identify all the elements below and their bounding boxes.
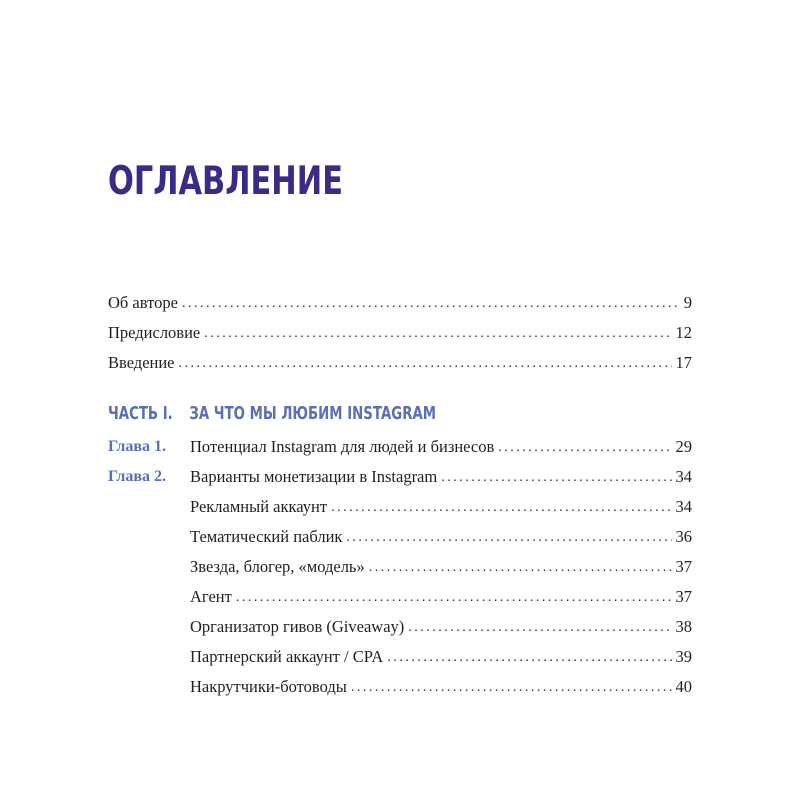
- toc-entry-section[interactable]: [190, 616, 692, 638]
- dot-leader: [441, 467, 671, 489]
- dot-leader: [236, 587, 672, 609]
- toc-entry-title: Агент: [190, 587, 232, 606]
- toc-page-number: 38: [675, 617, 692, 636]
- toc-page-number: 12: [675, 323, 692, 342]
- toc-entry-section[interactable]: [190, 676, 692, 698]
- toc-entry-title: Введение: [108, 353, 175, 372]
- toc-entry-chapter-2[interactable]: [190, 466, 692, 488]
- toc-entry-title: Потенциал Instagram для людей и бизнесов: [190, 437, 495, 456]
- toc-page-number: 29: [675, 437, 692, 456]
- toc-entry-section[interactable]: [190, 646, 692, 668]
- toc-entry-title: Организатор гивов (Giveaway): [190, 617, 405, 636]
- toc-page-number: 34: [675, 467, 692, 486]
- dot-leader: [182, 293, 680, 315]
- toc-entry-chapter-1[interactable]: [190, 436, 692, 458]
- toc-page-number: 37: [675, 587, 692, 606]
- toc-entry-title: Предисловие: [108, 323, 201, 342]
- dot-leader: [408, 617, 671, 639]
- toc-entry-section[interactable]: [190, 496, 692, 518]
- dot-leader: [498, 437, 671, 459]
- chapter-label: Глава 2.: [108, 468, 166, 485]
- chapter-label: Глава 1.: [108, 438, 166, 455]
- toc-page-number: 17: [675, 353, 692, 372]
- toc-entry-title: Об авторе: [108, 293, 178, 312]
- part-label: ЧАСТЬ I.: [108, 403, 173, 424]
- dot-leader: [369, 557, 672, 579]
- toc-page-number: 9: [683, 293, 692, 312]
- toc-entry-title: Звезда, блогер, «модель»: [190, 557, 365, 576]
- dot-leader: [331, 497, 671, 519]
- toc-entry-title: Варианты монетизации в Instagram: [190, 467, 438, 486]
- part-heading[interactable]: [108, 402, 436, 426]
- toc-entry-title: Накрутчики-ботоводы: [190, 677, 347, 696]
- dot-leader: [346, 527, 671, 549]
- toc-entry-section[interactable]: [190, 556, 692, 578]
- dot-leader: [351, 677, 672, 699]
- toc-entry-preface[interactable]: [108, 322, 692, 344]
- dot-leader: [387, 647, 671, 669]
- toc-page-number: 34: [675, 497, 692, 516]
- toc-page-number: 37: [675, 557, 692, 576]
- page-title: ОГЛАВЛЕНИЕ: [108, 159, 343, 204]
- toc-page-number: 36: [675, 527, 692, 546]
- toc-entry-section[interactable]: [190, 586, 692, 608]
- dot-leader: [204, 323, 671, 345]
- toc-entry-title: Тематический паблик: [190, 527, 343, 546]
- toc-entry-about-author[interactable]: [108, 292, 692, 314]
- toc-page-number: 39: [675, 647, 692, 666]
- toc-page-number: 40: [675, 677, 692, 696]
- toc-entry-section[interactable]: [190, 526, 692, 548]
- toc-entry-introduction[interactable]: [108, 352, 692, 374]
- toc-entry-title: Партнерский аккаунт / CPA: [190, 647, 384, 666]
- dot-leader: [179, 353, 672, 375]
- part-title: ЗА ЧТО МЫ ЛЮБИМ INSTAGRAM: [189, 403, 437, 424]
- toc-entry-title: Рекламный аккаунт: [190, 497, 328, 516]
